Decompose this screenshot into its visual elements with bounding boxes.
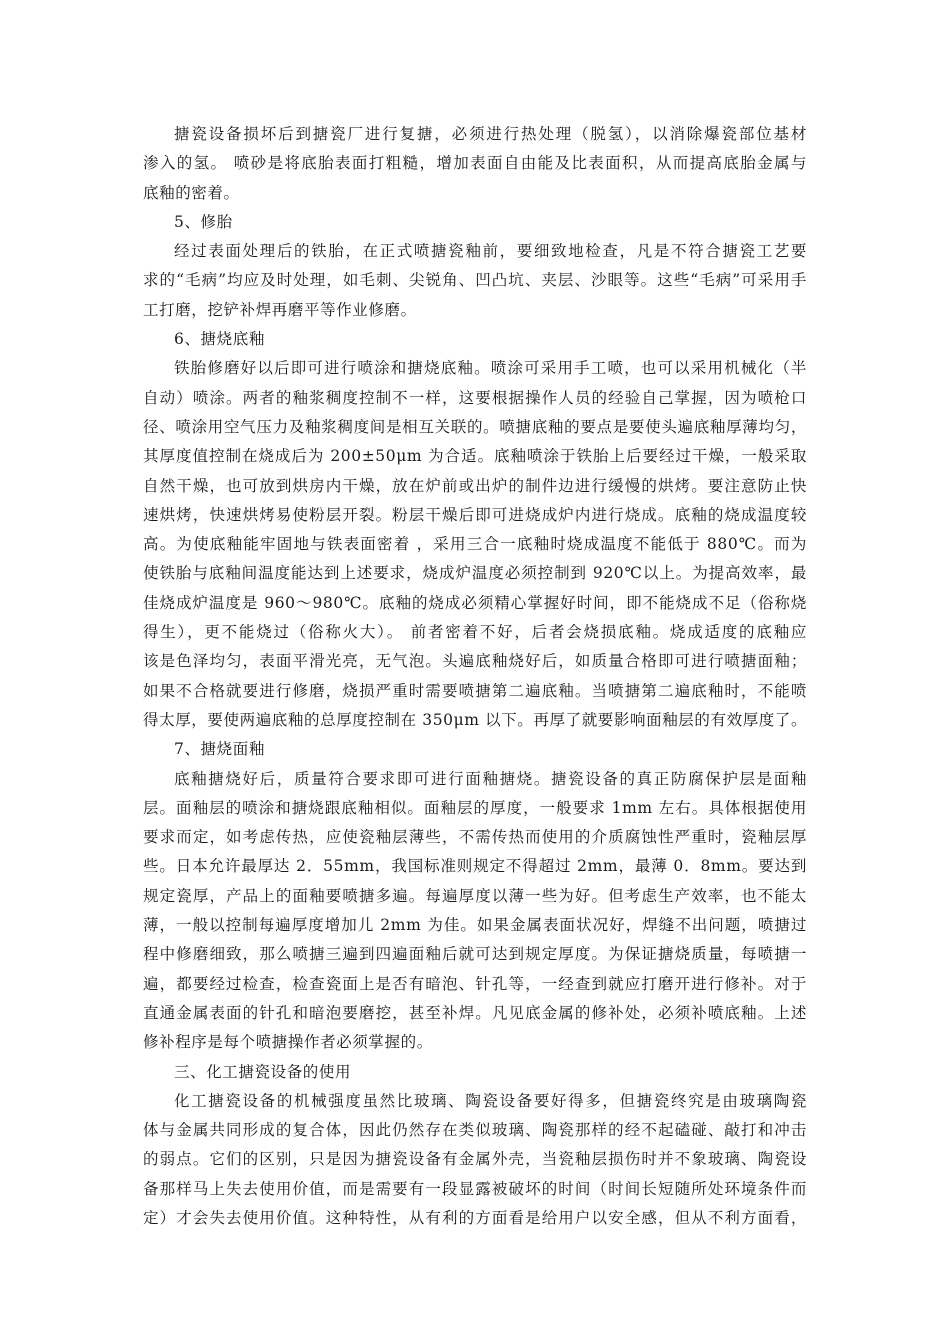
text-line: 要求而定，如考虑传热，应使瓷釉层薄些，不需传热而使用的介质腐蚀性严重时，瓷釉层厚 bbox=[143, 828, 807, 847]
text-line: 规定瓷厚，产品上的面釉要喷搪多遍。每遍厚度以薄一些为好。但考虑生产效率，也不能太 bbox=[143, 886, 807, 905]
text-line: 速烘烤，快速烘烤易使粉层开裂。粉层干燥后即可进烧成炉内进行烧成。底釉的烧成温度较 bbox=[143, 505, 807, 524]
text-line: 得生），更不能烧过（俗称火大）。 前者密着不好，后者会烧损底釉。烧成适度的底釉应 bbox=[143, 623, 807, 642]
text-line: 工打磨，挖铲补焊再磨平等作业修磨。 bbox=[143, 300, 417, 319]
paragraph bbox=[143, 765, 807, 1058]
text-line: 体与金属共同形成的复合体，因此仍然存在类似玻璃、陶瓷那样的经不起磕碰、敲打和冲击 bbox=[143, 1121, 807, 1140]
text-line: 搪瓷设备损坏后到搪瓷厂进行复搪，必须进行热处理（脱氢），以消除爆瓷部位基材 bbox=[174, 125, 807, 143]
text-line: 薄，一般以控制每遍厚度增加儿 2mm 为佳。如果金属表面状况好，焊缝不出问题，喷搪过 bbox=[143, 916, 807, 935]
text-line: 直通金属表面的针孔和暗泡要磨挖，甚至补焊。凡见底金属的修补处，必须补喷底釉。上述 bbox=[143, 1003, 807, 1022]
text-line: 修补程序是每个喷搪操作者必须掌握的。 bbox=[143, 1033, 433, 1052]
text-line: 自然干燥，也可放到烘房内干燥，放在炉前或出炉的制件边进行缓慢的烘烤。要注意防止快 bbox=[143, 476, 807, 495]
paragraph bbox=[143, 120, 807, 208]
text-line: 铁胎修磨好以后即可进行喷涂和搪烧底釉。喷涂可采用手工喷，也可以采用机械化（半 bbox=[174, 359, 807, 378]
text-line: 自动）喷涂。两者的釉浆稠度控制不一样，这要根据操作人员的经验自己掌握，因为喷枪口 bbox=[143, 388, 807, 407]
text-line: 渗入的氢。 喷砂是将底胎表面打粗糙，增加表面自由能及比表面积，从而提高底胎金属与 bbox=[143, 154, 807, 173]
text-line: 的弱点。它们的区别，只是因为搪瓷设备有金属外壳，当瓷釉层损伤时并不象玻璃、陶瓷设 bbox=[143, 1150, 807, 1169]
text-line: 佳烧成炉温度是 960～980℃。底釉的烧成必须精心掌握好时间，即不能烧成不足（俗称烧 bbox=[143, 593, 807, 612]
text-line: 底釉搪烧好后，质量符合要求即可进行面釉搪烧。搪瓷设备的真正防腐保护层是面釉 bbox=[174, 769, 807, 788]
text-line: 使铁胎与底釉间温度能达到上述要求，烧成炉温度必须控制到 920℃以上。为提高效率，最 bbox=[143, 564, 807, 583]
section-heading: 5、修胎 bbox=[174, 212, 233, 231]
text-line: 些。日本允许最厚达 2．55mm，我国标准则规定不得超过 2mm，最薄 0．8mm。要达到 bbox=[143, 857, 807, 876]
section-heading: 三、化工搪瓷设备的使用 bbox=[174, 1062, 352, 1081]
document-page bbox=[143, 120, 807, 1233]
text-line: 备那样马上失去使用价值，而是需要有一段显露被破坏的时间（时间长短随所处环境条件而 bbox=[143, 1179, 807, 1198]
text-line: 高。为使底釉能牢固地与铁表面密着 ，采用三合一底釉时烧成温度不能低于 880℃。而为 bbox=[143, 535, 807, 554]
text-line: 求的“毛病”均应及时处理，如毛刺、尖锐角、凹凸坑、夹层、沙眼等。这些“毛病”可采用手 bbox=[143, 271, 807, 290]
section-heading: 6、搪烧底釉 bbox=[174, 330, 265, 349]
text-line: 化工搪瓷设备的机械强度虽然比玻璃、陶瓷设备要好得多，但搪瓷终究是由玻璃陶瓷 bbox=[174, 1091, 807, 1110]
text-line: 如果不合格就要进行修磨，烧损严重时需要喷搪第二遍底釉。当喷搪第二遍底釉时，不能喷 bbox=[143, 681, 807, 700]
paragraph bbox=[143, 1087, 807, 1233]
section-heading: 7、搪烧面釉 bbox=[174, 740, 265, 759]
text-line: 遍，都要经过检查，检查瓷面上是否有暗泡、针孔等，一经查到就应打磨开进行修补。对于 bbox=[143, 974, 807, 993]
text-line: 底釉的密着。 bbox=[143, 183, 240, 202]
text-line: 该是色泽均匀，表面平滑光亮，无气泡。头遍底釉烧好后，如质量合格即可进行喷搪面釉； bbox=[143, 652, 807, 671]
text-line: 程中修磨细致，那么喷搪三遍到四遍面釉后就可达到规定厚度。为保证搪烧质量，每喷搪一 bbox=[143, 945, 807, 964]
text-line: 径、喷涂用空气压力及釉浆稠度间是相互关联的。喷搪底釉的要点是要使头遍底釉厚薄均匀， bbox=[143, 417, 807, 436]
text-line: 层。面釉层的喷涂和搪烧跟底釉相似。面釉层的厚度，一般要求 1mm 左右。具体根据使用 bbox=[143, 798, 807, 817]
text-line: 得太厚，要使两遍底釉的总厚度控制在 350μm 以下。再厚了就要影响面釉层的有效厚度了。 bbox=[143, 710, 807, 729]
paragraph bbox=[143, 237, 807, 325]
paragraph bbox=[143, 354, 807, 735]
text-line: 定）才会失去使用价值。这种特性，从有利的方面看是给用户以安全感，但从不利方面看， bbox=[143, 1208, 807, 1227]
text-line: 其厚度值控制在烧成后为 200±50μm 为合适。底釉喷涂于铁胎上后要经过干燥，一般采取 bbox=[143, 447, 807, 466]
text-line: 经过表面处理后的铁胎，在正式喷搪瓷釉前，要细致地检查，凡是不符合搪瓷工艺要 bbox=[174, 242, 807, 261]
